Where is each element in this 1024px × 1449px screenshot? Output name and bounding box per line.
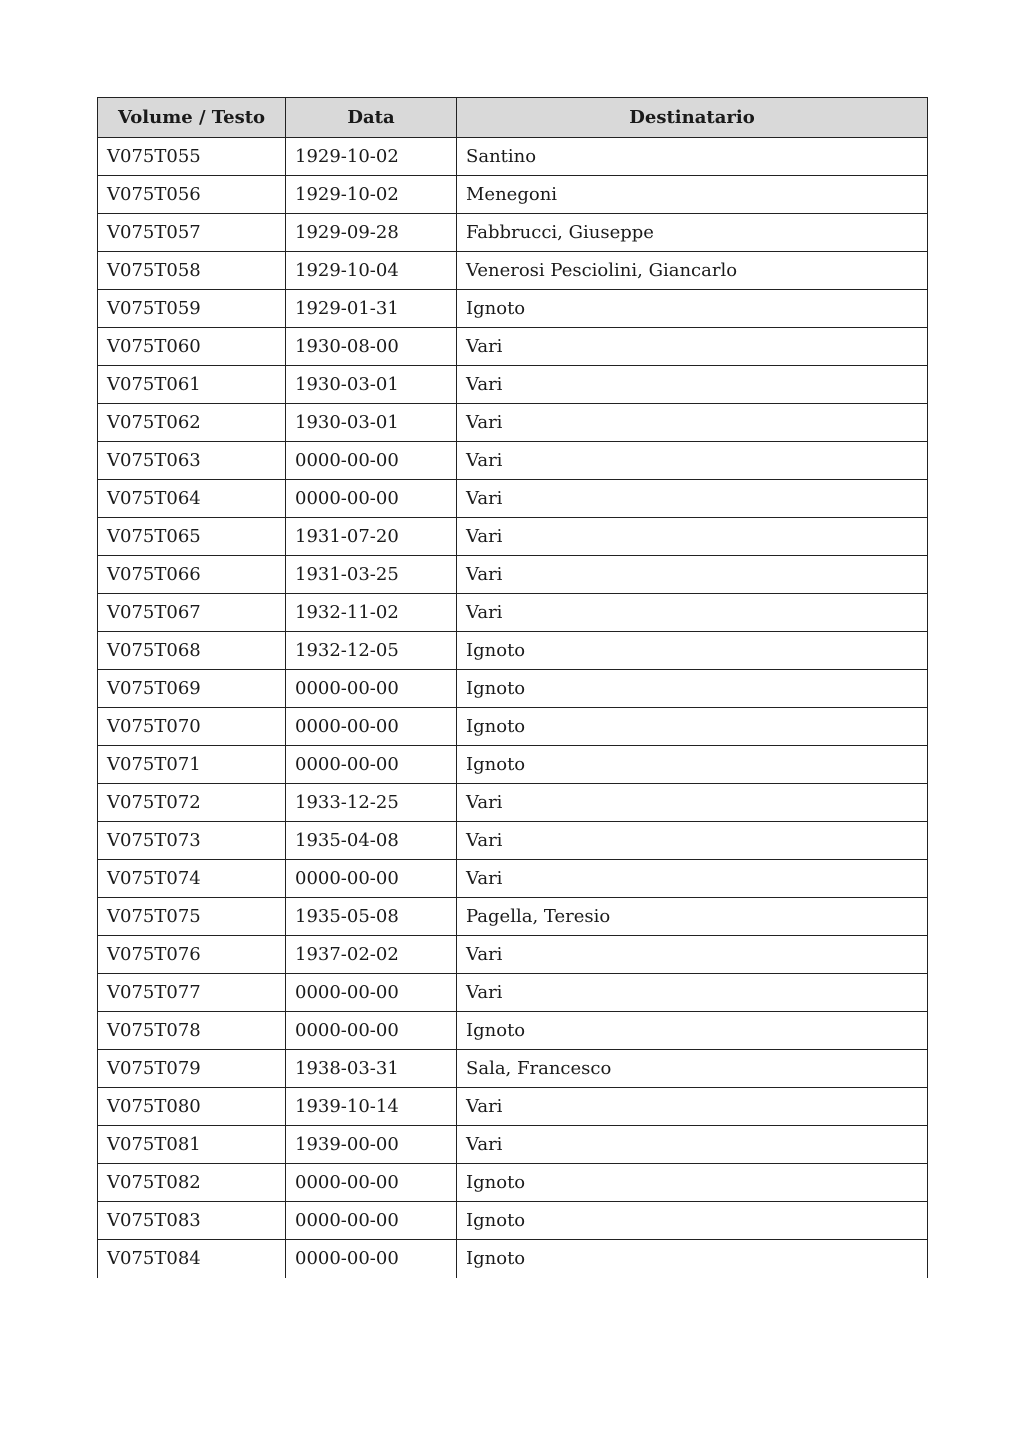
cell-destinatario: Vari: [457, 404, 928, 442]
cell-destinatario: Vari: [457, 480, 928, 518]
table-row: [98, 936, 928, 974]
cell-destinatario: Ignoto: [457, 1012, 928, 1050]
table-row: [98, 290, 928, 328]
cell-volume-testo: V075T078: [98, 1012, 286, 1050]
cell-destinatario: Vari: [457, 442, 928, 480]
table-row: [98, 176, 928, 214]
table-row: [98, 556, 928, 594]
cell-data: 1929-10-02: [286, 176, 457, 214]
cell-data: 1931-03-25: [286, 556, 457, 594]
cell-destinatario: Pagella, Teresio: [457, 898, 928, 936]
cell-volume-testo: V075T070: [98, 708, 286, 746]
cell-destinatario: Vari: [457, 366, 928, 404]
table-row: [98, 1202, 928, 1240]
cell-destinatario: Ignoto: [457, 290, 928, 328]
table-header: [98, 98, 928, 138]
table-row: [98, 214, 928, 252]
cell-volume-testo: V075T066: [98, 556, 286, 594]
table-row: [98, 404, 928, 442]
cell-data: 1931-07-20: [286, 518, 457, 556]
cell-volume-testo: V075T073: [98, 822, 286, 860]
cell-data: 1930-03-01: [286, 404, 457, 442]
table-body: [98, 138, 928, 1278]
cell-data: 0000-00-00: [286, 480, 457, 518]
cell-destinatario: Vari: [457, 1126, 928, 1164]
cell-destinatario: Vari: [457, 518, 928, 556]
table-row: [98, 518, 928, 556]
cell-destinatario: Ignoto: [457, 708, 928, 746]
cell-data: 1938-03-31: [286, 1050, 457, 1088]
table-row: [98, 1088, 928, 1126]
cell-data: 1932-11-02: [286, 594, 457, 632]
cell-data: 0000-00-00: [286, 974, 457, 1012]
cell-destinatario: Vari: [457, 328, 928, 366]
cell-destinatario: Vari: [457, 822, 928, 860]
cell-volume-testo: V075T055: [98, 138, 286, 176]
cell-destinatario: Vari: [457, 784, 928, 822]
cell-data: 1929-01-31: [286, 290, 457, 328]
table-row: [98, 1012, 928, 1050]
cell-volume-testo: V075T069: [98, 670, 286, 708]
table-row: [98, 328, 928, 366]
table-row: [98, 670, 928, 708]
cell-volume-testo: V075T082: [98, 1164, 286, 1202]
cell-volume-testo: V075T080: [98, 1088, 286, 1126]
cell-destinatario: Ignoto: [457, 1164, 928, 1202]
table-row: [98, 632, 928, 670]
cell-destinatario: Ignoto: [457, 1202, 928, 1240]
cell-volume-testo: V075T056: [98, 176, 286, 214]
cell-volume-testo: V075T058: [98, 252, 286, 290]
table-row: [98, 746, 928, 784]
cell-volume-testo: V075T059: [98, 290, 286, 328]
cell-data: 0000-00-00: [286, 708, 457, 746]
cell-volume-testo: V075T071: [98, 746, 286, 784]
cell-volume-testo: V075T062: [98, 404, 286, 442]
cell-data: 0000-00-00: [286, 1012, 457, 1050]
header-destinatario: Destinatario: [457, 98, 928, 138]
cell-data: 1935-05-08: [286, 898, 457, 936]
cell-destinatario: Vari: [457, 556, 928, 594]
table-row: [98, 822, 928, 860]
cell-volume-testo: V075T060: [98, 328, 286, 366]
cell-data: 1929-09-28: [286, 214, 457, 252]
cell-destinatario: Sala, Francesco: [457, 1050, 928, 1088]
table-row: [98, 974, 928, 1012]
cell-volume-testo: V075T077: [98, 974, 286, 1012]
cell-data: 1937-02-02: [286, 936, 457, 974]
header-data: Data: [286, 98, 457, 138]
cell-destinatario: Vari: [457, 936, 928, 974]
table-row: [98, 1240, 928, 1278]
table-row: [98, 594, 928, 632]
table-row: [98, 1126, 928, 1164]
cell-destinatario: Vari: [457, 1088, 928, 1126]
cell-volume-testo: V075T064: [98, 480, 286, 518]
cell-volume-testo: V075T079: [98, 1050, 286, 1088]
cell-data: 1932-12-05: [286, 632, 457, 670]
cell-volume-testo: V075T067: [98, 594, 286, 632]
cell-destinatario: Vari: [457, 594, 928, 632]
table-row: [98, 252, 928, 290]
cell-volume-testo: V075T083: [98, 1202, 286, 1240]
table-row: [98, 898, 928, 936]
cell-data: 1933-12-25: [286, 784, 457, 822]
cell-destinatario: Ignoto: [457, 632, 928, 670]
cell-volume-testo: V075T075: [98, 898, 286, 936]
cell-data: 0000-00-00: [286, 1202, 457, 1240]
cell-volume-testo: V075T076: [98, 936, 286, 974]
cell-destinatario: Santino: [457, 138, 928, 176]
cell-destinatario: Fabbrucci, Giuseppe: [457, 214, 928, 252]
table-row: [98, 366, 928, 404]
cell-destinatario: Vari: [457, 860, 928, 898]
cell-volume-testo: V075T081: [98, 1126, 286, 1164]
records-table: [97, 97, 928, 1278]
header-volume-testo: Volume / Testo: [98, 98, 286, 138]
table-row: [98, 784, 928, 822]
cell-data: 1939-10-14: [286, 1088, 457, 1126]
cell-data: 0000-00-00: [286, 1240, 457, 1278]
cell-volume-testo: V075T074: [98, 860, 286, 898]
cell-volume-testo: V075T072: [98, 784, 286, 822]
cell-data: 1930-08-00: [286, 328, 457, 366]
cell-destinatario: Vari: [457, 974, 928, 1012]
cell-data: 1939-00-00: [286, 1126, 457, 1164]
cell-data: 1935-04-08: [286, 822, 457, 860]
cell-data: 0000-00-00: [286, 860, 457, 898]
cell-destinatario: Venerosi Pesciolini, Giancarlo: [457, 252, 928, 290]
header-row: [98, 98, 928, 138]
table-row: [98, 1050, 928, 1088]
cell-destinatario: Ignoto: [457, 746, 928, 784]
cell-volume-testo: V075T065: [98, 518, 286, 556]
cell-volume-testo: V075T084: [98, 1240, 286, 1278]
cell-volume-testo: V075T061: [98, 366, 286, 404]
table-row: [98, 708, 928, 746]
cell-volume-testo: V075T057: [98, 214, 286, 252]
cell-destinatario: Menegoni: [457, 176, 928, 214]
cell-data: 1929-10-04: [286, 252, 457, 290]
cell-destinatario: Ignoto: [457, 1240, 928, 1278]
table-row: [98, 860, 928, 898]
cell-data: 0000-00-00: [286, 746, 457, 784]
cell-destinatario: Ignoto: [457, 670, 928, 708]
table-row: [98, 1164, 928, 1202]
table-row: [98, 138, 928, 176]
cell-data: 1930-03-01: [286, 366, 457, 404]
cell-volume-testo: V075T063: [98, 442, 286, 480]
cell-data: 0000-00-00: [286, 1164, 457, 1202]
table-row: [98, 480, 928, 518]
cell-data: 0000-00-00: [286, 442, 457, 480]
cell-data: 1929-10-02: [286, 138, 457, 176]
cell-data: 0000-00-00: [286, 670, 457, 708]
table-row: [98, 442, 928, 480]
cell-volume-testo: V075T068: [98, 632, 286, 670]
